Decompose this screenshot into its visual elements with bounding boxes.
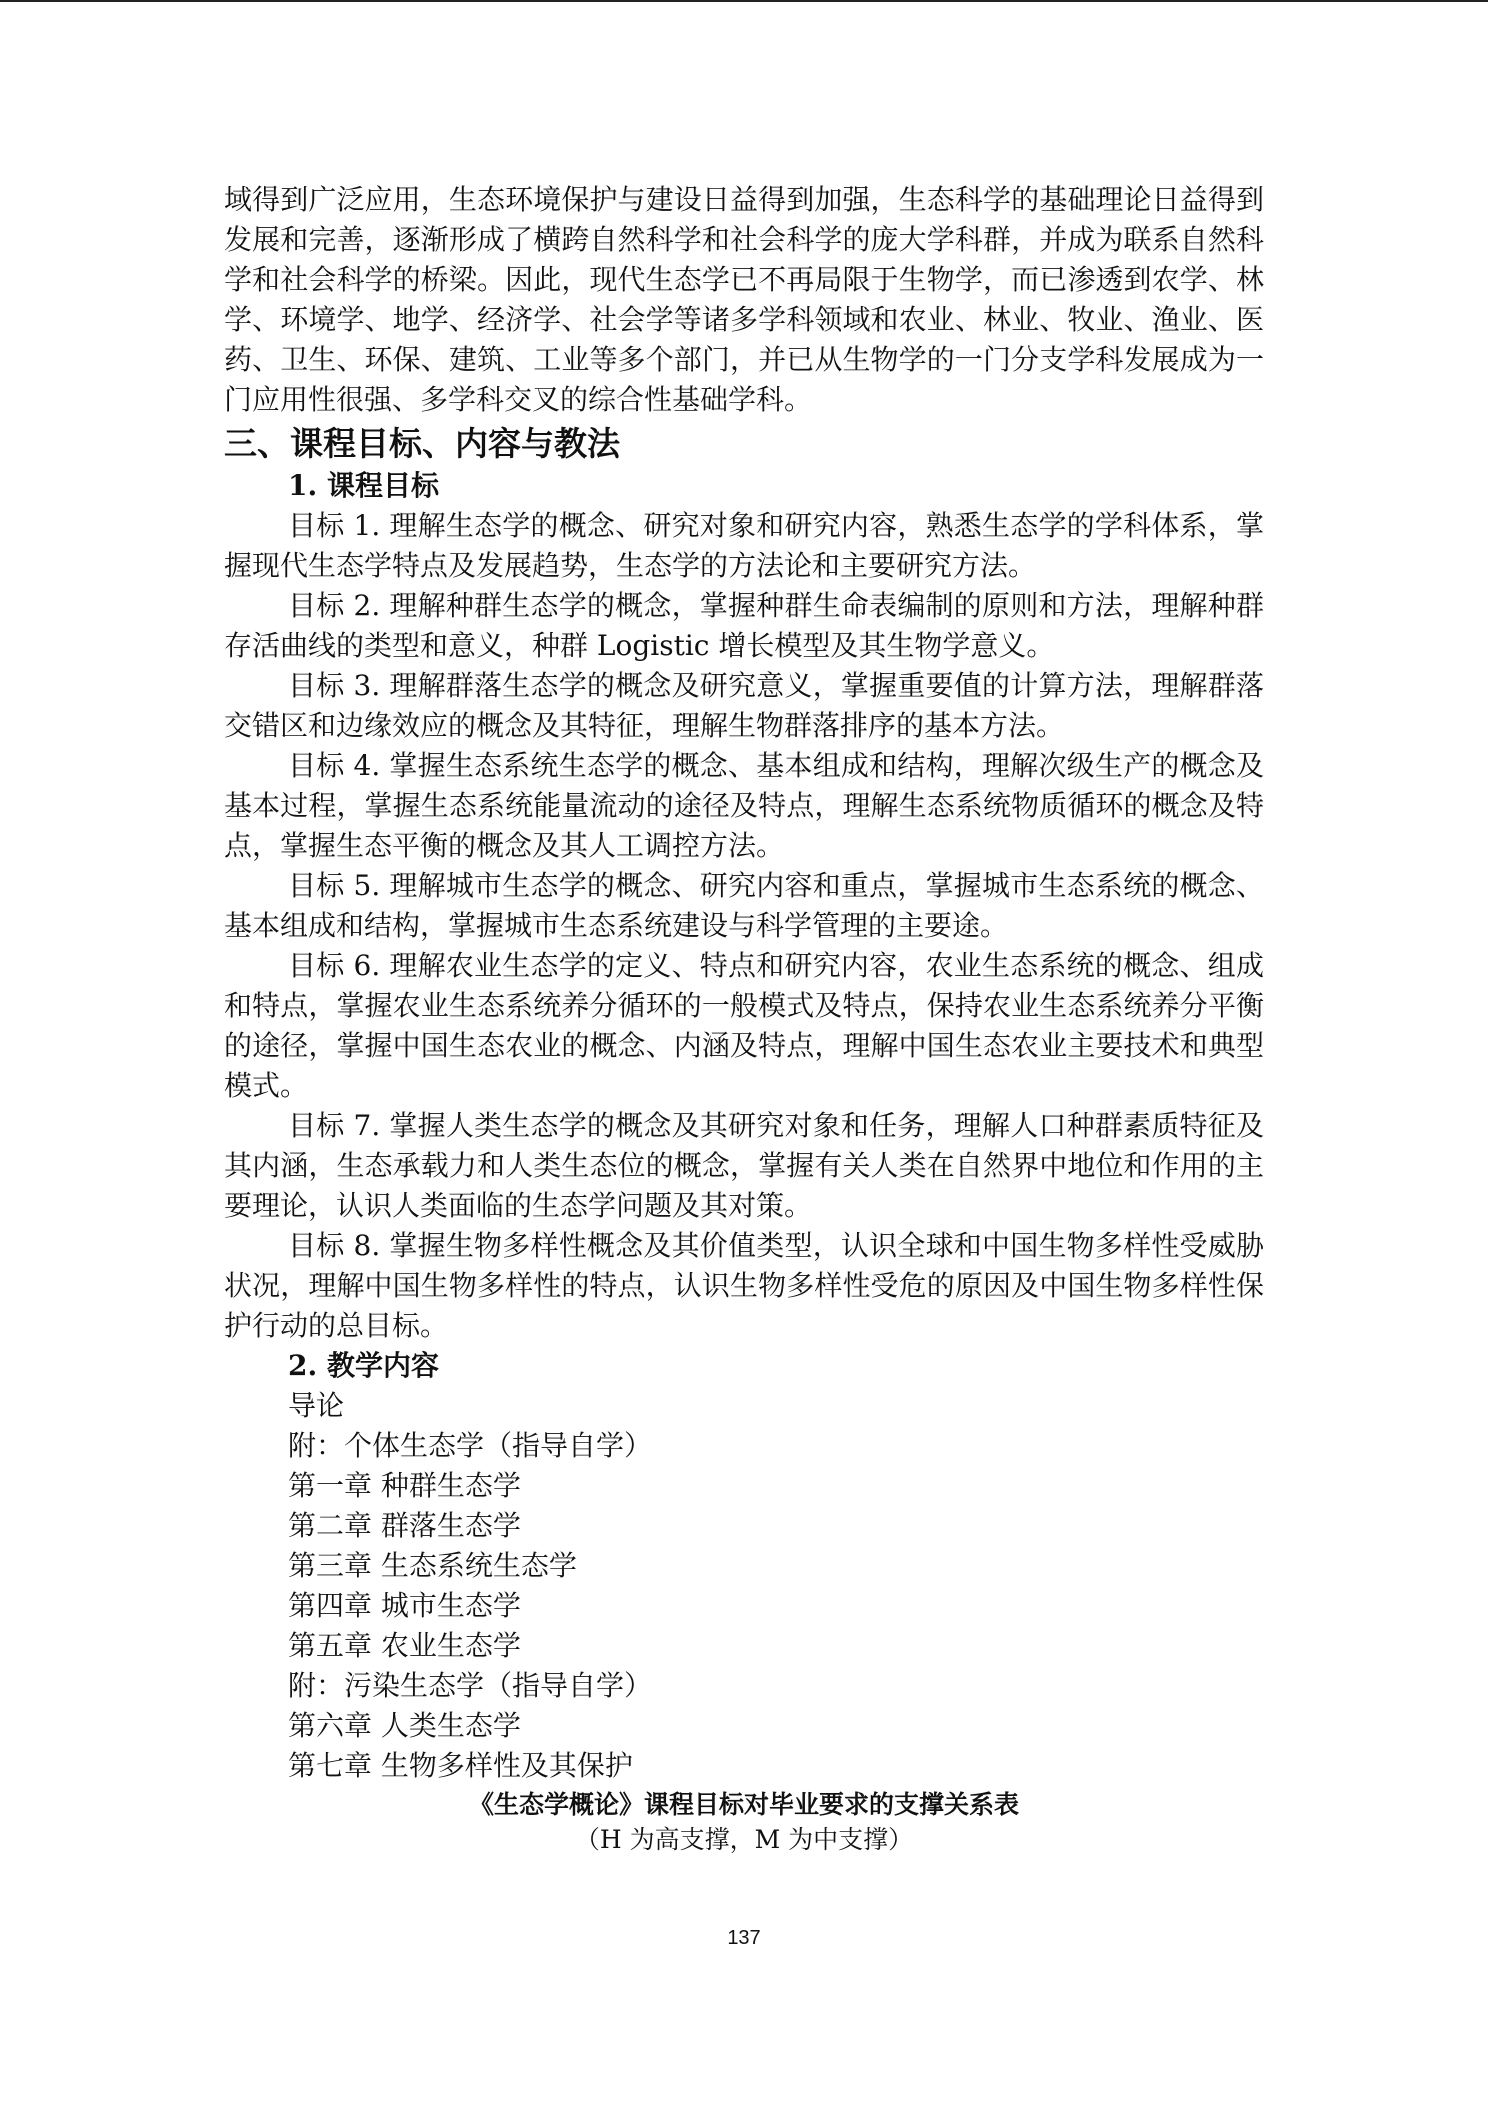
objective-paragraph: 目标 7. 掌握人类生态学的概念及其研究对象和任务，理解人口种群素质特征及其内涵，生态承载力和人类生态位的概念，掌握有关人类在自然界中地位和作用的主要理论，认识人类面临的生态学问题及其对策。 (224, 1109, 1264, 1222)
objective-paragraph: 目标 6. 理解农业生态学的定义、特点和研究内容，农业生态系统的概念、组成和特点，掌握农业生态系统养分循环的一般模式及特点，保持农业生态系统养分平衡的途径，掌握中国生态农业的概念、内涵及特点，理解中国生态农业主要技术和典型模式。 (224, 949, 1264, 1102)
chapter-item: 第三章 生态系统生态学 (288, 1549, 577, 1582)
objective-paragraph: 目标 3. 理解群落生态学的概念及研究意义，掌握重要值的计算方法，理解群落交错区和边缘效应的概念及其特征，理解生物群落排序的基本方法。 (224, 669, 1264, 742)
chapter-item: 导论 (288, 1389, 345, 1422)
content-heading: 2. 教学内容 (288, 1349, 439, 1382)
chapter-item: 第一章 种群生态学 (288, 1469, 521, 1502)
chapter-item: 第五章 农业生态学 (288, 1629, 521, 1662)
objective-paragraph: 目标 1. 理解生态学的概念、研究对象和研究内容，熟悉生态学的学科体系，掌握现代生态学特点及发展趋势，生态学的方法论和主要研究方法。 (224, 509, 1264, 582)
objective-paragraph: 目标 8. 掌握生物多样性概念及其价值类型，认识全球和中国生物多样性受威胁状况，理解中国生物多样性的特点，认识生物多样性受危的原因及中国生物多样性保护行动的总目标。 (224, 1229, 1264, 1342)
chapter-item: 第六章 人类生态学 (288, 1709, 521, 1742)
table-note: （H 为高支撑，M 为中支撑） (574, 1825, 914, 1854)
chapter-item: 附：个体生态学（指导自学） (288, 1429, 653, 1462)
page-body (224, 180, 1264, 1858)
objective-paragraph: 目标 4. 掌握生态系统生态学的概念、基本组成和结构，理解次级生产的概念及基本过程，掌握生态系统能量流动的途径及特点，理解生态系统物质循环的概念及特点，掌握生态平衡的概念及其人工调控方法。 (224, 749, 1264, 862)
top-border-line (0, 0, 1488, 2)
chapter-item: 第七章 生物多样性及其保护 (288, 1749, 633, 1782)
page-number: 137 (727, 1927, 761, 1949)
objectives-heading: 1. 课程目标 (288, 469, 439, 502)
table-caption: 《生态学概论》课程目标对毕业要求的支撑关系表 (468, 1790, 1019, 1819)
chapter-list (224, 1386, 1264, 1786)
chapter-item: 第四章 城市生态学 (288, 1589, 521, 1622)
chapter-item: 附：污染生态学（指导自学） (288, 1669, 653, 1702)
intro-paragraph: 域得到广泛应用，生态环境保护与建设日益得到加强，生态科学的基础理论日益得到发展和完善，逐渐形成了横跨自然科学和社会科学的庞大学科群，并成为联系自然科学和社会科学的桥梁。因此，现代生态学已不再局限于生物学，而已渗透到农学、林学、环境学、地学、经济学、社会学等诸多学科领域和农业、林业、牧业、渔业、医药、卫生、环保、建筑、工业等多个部门，并已从生物学的一门分支学科发展成为一门应用性很强、多学科交叉的综合性基础学科。 (224, 183, 1264, 416)
chapter-item: 第二章 群落生态学 (288, 1509, 521, 1542)
objective-paragraph: 目标 5. 理解城市生态学的概念、研究内容和重点，掌握城市生态系统的概念、基本组成和结构，掌握城市生态系统建设与科学管理的主要途。 (224, 869, 1264, 942)
objective-paragraph: 目标 2. 理解种群生态学的概念，掌握种群生命表编制的原则和方法，理解种群存活曲线的类型和意义，种群 Logistic 增长模型及其生物学意义。 (224, 589, 1264, 662)
section-heading: 三、课程目标、内容与教法 (224, 424, 620, 463)
